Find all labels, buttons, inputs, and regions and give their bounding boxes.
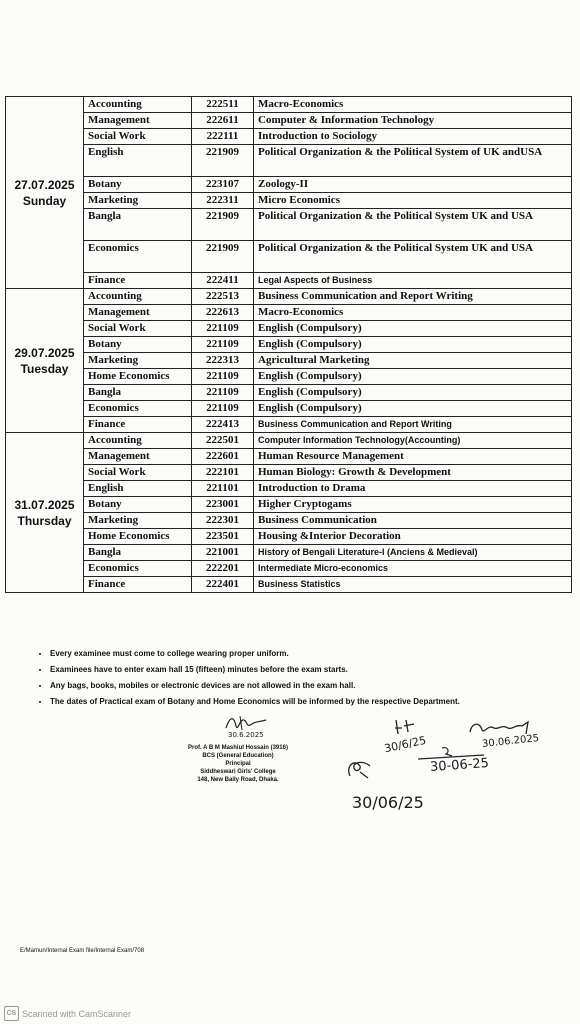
table-row — [6, 577, 572, 593]
department-cell: Finance — [84, 577, 192, 593]
subject-cell: Business Statistics — [254, 577, 572, 593]
table-row — [6, 385, 572, 401]
course-code-cell: 221109 — [192, 369, 254, 385]
department-cell: Home Economics — [84, 369, 192, 385]
instruction-item: • Every examinee must come to college wearing proper uniform. — [50, 646, 580, 662]
course-code-cell: 222401 — [192, 577, 254, 593]
subject-cell: Intermediate Micro-economics — [254, 561, 572, 577]
instructions-list — [30, 646, 580, 710]
handwritten-date-4: 30/06/25 — [352, 793, 424, 812]
department-cell: Economics — [84, 241, 192, 273]
exam-weekday: Thursday — [17, 513, 72, 528]
course-code-cell: 222601 — [192, 449, 254, 465]
department-cell: Management — [84, 113, 192, 129]
subject-cell: Computer Information Technology(Accounting) — [254, 433, 572, 449]
handwritten-date-1: 30/6/25 — [383, 733, 428, 756]
department-cell: Bangla — [84, 385, 192, 401]
exam-weekday: Tuesday — [20, 361, 69, 376]
subject-cell: Human Biology: Growth & Development — [254, 465, 572, 481]
scribble-icon — [344, 756, 374, 782]
department-cell: Bangla — [84, 545, 192, 561]
course-code-cell: 221909 — [192, 241, 254, 273]
signature-date: 30.6.2025 — [228, 731, 264, 739]
table-row — [6, 449, 572, 465]
table-row — [6, 337, 572, 353]
course-code-cell: 221001 — [192, 545, 254, 561]
department-cell: Finance — [84, 417, 192, 433]
table-row — [6, 305, 572, 321]
table-row — [6, 97, 572, 113]
subject-cell: Computer & Information Technology — [254, 113, 572, 129]
table-row — [6, 113, 572, 129]
subject-cell: Introduction to Sociology — [254, 129, 572, 145]
department-cell: Botany — [84, 497, 192, 513]
department-cell: Management — [84, 449, 192, 465]
exam-date: 27.07.2025 — [14, 177, 75, 192]
college-name: Siddheswari Girls' College — [200, 769, 276, 775]
course-code-cell: 222311 — [192, 193, 254, 209]
department-cell: Marketing — [84, 353, 192, 369]
department-cell: Accounting — [84, 433, 192, 449]
exam-day-cell — [6, 433, 84, 593]
exam-date: 31.07.2025 — [14, 497, 75, 512]
table-row — [6, 401, 572, 417]
course-code-cell: 221909 — [192, 145, 254, 177]
department-cell: Marketing — [84, 193, 192, 209]
course-code-cell: 223001 — [192, 497, 254, 513]
exam-schedule-table — [5, 96, 572, 593]
course-code-cell: 223107 — [192, 177, 254, 193]
file-reference: E/Mamun/Internal Exam file/Internal Exam/708 — [20, 948, 145, 954]
table-row — [6, 529, 572, 545]
principal-name: Prof. A B M Mashiul Hossain (3916) — [188, 745, 288, 751]
course-code-cell: 222613 — [192, 305, 254, 321]
subject-cell: Political Organization & the Political System of UK andUSA — [254, 145, 572, 177]
subject-cell: Business Communication — [254, 513, 572, 529]
subject-cell: Higher Cryptogams — [254, 497, 572, 513]
table-row — [6, 433, 572, 449]
table-row — [6, 353, 572, 369]
department-cell: Economics — [84, 561, 192, 577]
course-code-cell: 221909 — [192, 209, 254, 241]
subject-cell: English (Compulsory) — [254, 337, 572, 353]
subject-cell: Zoology-II — [254, 177, 572, 193]
course-code-cell: 222101 — [192, 465, 254, 481]
table-row — [6, 481, 572, 497]
table-row — [6, 193, 572, 209]
subject-cell: Agricultural Marketing — [254, 353, 572, 369]
exam-date: 29.07.2025 — [14, 345, 75, 360]
handwritten-date-3: 30-06-25 — [429, 755, 490, 776]
course-code-cell: 222501 — [192, 433, 254, 449]
table-row — [6, 209, 572, 241]
table-row — [6, 321, 572, 337]
table-row — [6, 465, 572, 481]
course-code-cell: 222511 — [192, 97, 254, 113]
department-cell: Social Work — [84, 465, 192, 481]
scanner-watermark — [4, 1006, 131, 1021]
exam-day-cell — [6, 97, 84, 289]
subject-cell: Introduction to Drama — [254, 481, 572, 497]
exam-schedule-body — [6, 97, 572, 593]
course-code-cell: 221101 — [192, 481, 254, 497]
college-address: 148, New Baily Road, Dhaka. — [197, 777, 279, 783]
course-code-cell: 222301 — [192, 513, 254, 529]
department-cell: Management — [84, 305, 192, 321]
table-row — [6, 369, 572, 385]
table-row — [6, 417, 572, 433]
table-row — [6, 497, 572, 513]
table-row — [6, 561, 572, 577]
subject-cell: History of Bengali Literature-I (Anciens & Medieval) — [254, 545, 572, 561]
course-code-cell: 222413 — [192, 417, 254, 433]
department-cell: Accounting — [84, 97, 192, 113]
instruction-item: • The dates of Practical exam of Botany and Home Economics will be informed by the respective Department. — [50, 694, 580, 710]
table-row — [6, 545, 572, 561]
subject-cell: English (Compulsory) — [254, 369, 572, 385]
principal-title: Principal — [225, 761, 251, 767]
course-code-cell: 222513 — [192, 289, 254, 305]
table-row — [6, 129, 572, 145]
instruction-item: • Any bags, books, mobiles or electronic devices are not allowed in the exam hall. — [50, 678, 580, 694]
department-cell: Economics — [84, 401, 192, 417]
department-cell: Social Work — [84, 321, 192, 337]
subject-cell: Human Resource Management — [254, 449, 572, 465]
principal-cadre: BCS (General Education) — [202, 753, 274, 759]
subject-cell: Legal Aspects of Business — [254, 273, 572, 289]
course-code-cell: 222313 — [192, 353, 254, 369]
handwritten-date-2: 30.06.2025 — [481, 733, 540, 750]
watermark-text: Scanned with CamScanner — [22, 1008, 132, 1019]
department-cell: Botany — [84, 337, 192, 353]
department-cell: Bangla — [84, 209, 192, 241]
department-cell: Accounting — [84, 289, 192, 305]
course-code-cell: 222611 — [192, 113, 254, 129]
exam-weekday: Sunday — [22, 193, 67, 208]
subject-cell: Political Organization & the Political System UK and USA — [254, 241, 572, 273]
course-code-cell: 221109 — [192, 385, 254, 401]
principal-signature-block — [178, 744, 298, 784]
camscanner-logo-icon: CS — [4, 1006, 19, 1021]
table-row — [6, 241, 572, 273]
subject-cell: Micro Economics — [254, 193, 572, 209]
subject-cell: Business Communication and Report Writing — [254, 417, 572, 433]
table-row — [6, 289, 572, 305]
subject-cell: Political Organization & the Political System UK and USA — [254, 209, 572, 241]
table-row — [6, 177, 572, 193]
department-cell: Social Work — [84, 129, 192, 145]
department-cell: Marketing — [84, 513, 192, 529]
subject-cell: Macro-Economics — [254, 97, 572, 113]
course-code-cell: 221109 — [192, 337, 254, 353]
course-code-cell: 223501 — [192, 529, 254, 545]
department-cell: English — [84, 145, 192, 177]
course-code-cell: 222111 — [192, 129, 254, 145]
table-row — [6, 513, 572, 529]
course-code-cell: 222411 — [192, 273, 254, 289]
course-code-cell: 222201 — [192, 561, 254, 577]
department-cell: Finance — [84, 273, 192, 289]
subject-cell: Housing &Interior Decoration — [254, 529, 572, 545]
department-cell: Home Economics — [84, 529, 192, 545]
subject-cell: Macro-Economics — [254, 305, 572, 321]
department-cell: Botany — [84, 177, 192, 193]
subject-cell: English (Compulsory) — [254, 401, 572, 417]
department-cell: English — [84, 481, 192, 497]
table-row — [6, 273, 572, 289]
instruction-item: • Examinees have to enter exam hall 15 (fifteen) minutes before the exam starts. — [50, 662, 580, 678]
subject-cell: English (Compulsory) — [254, 321, 572, 337]
course-code-cell: 221109 — [192, 401, 254, 417]
exam-day-cell — [6, 289, 84, 433]
subject-cell: English (Compulsory) — [254, 385, 572, 401]
subject-cell: Business Communication and Report Writing — [254, 289, 572, 305]
course-code-cell: 221109 — [192, 321, 254, 337]
table-row — [6, 145, 572, 177]
